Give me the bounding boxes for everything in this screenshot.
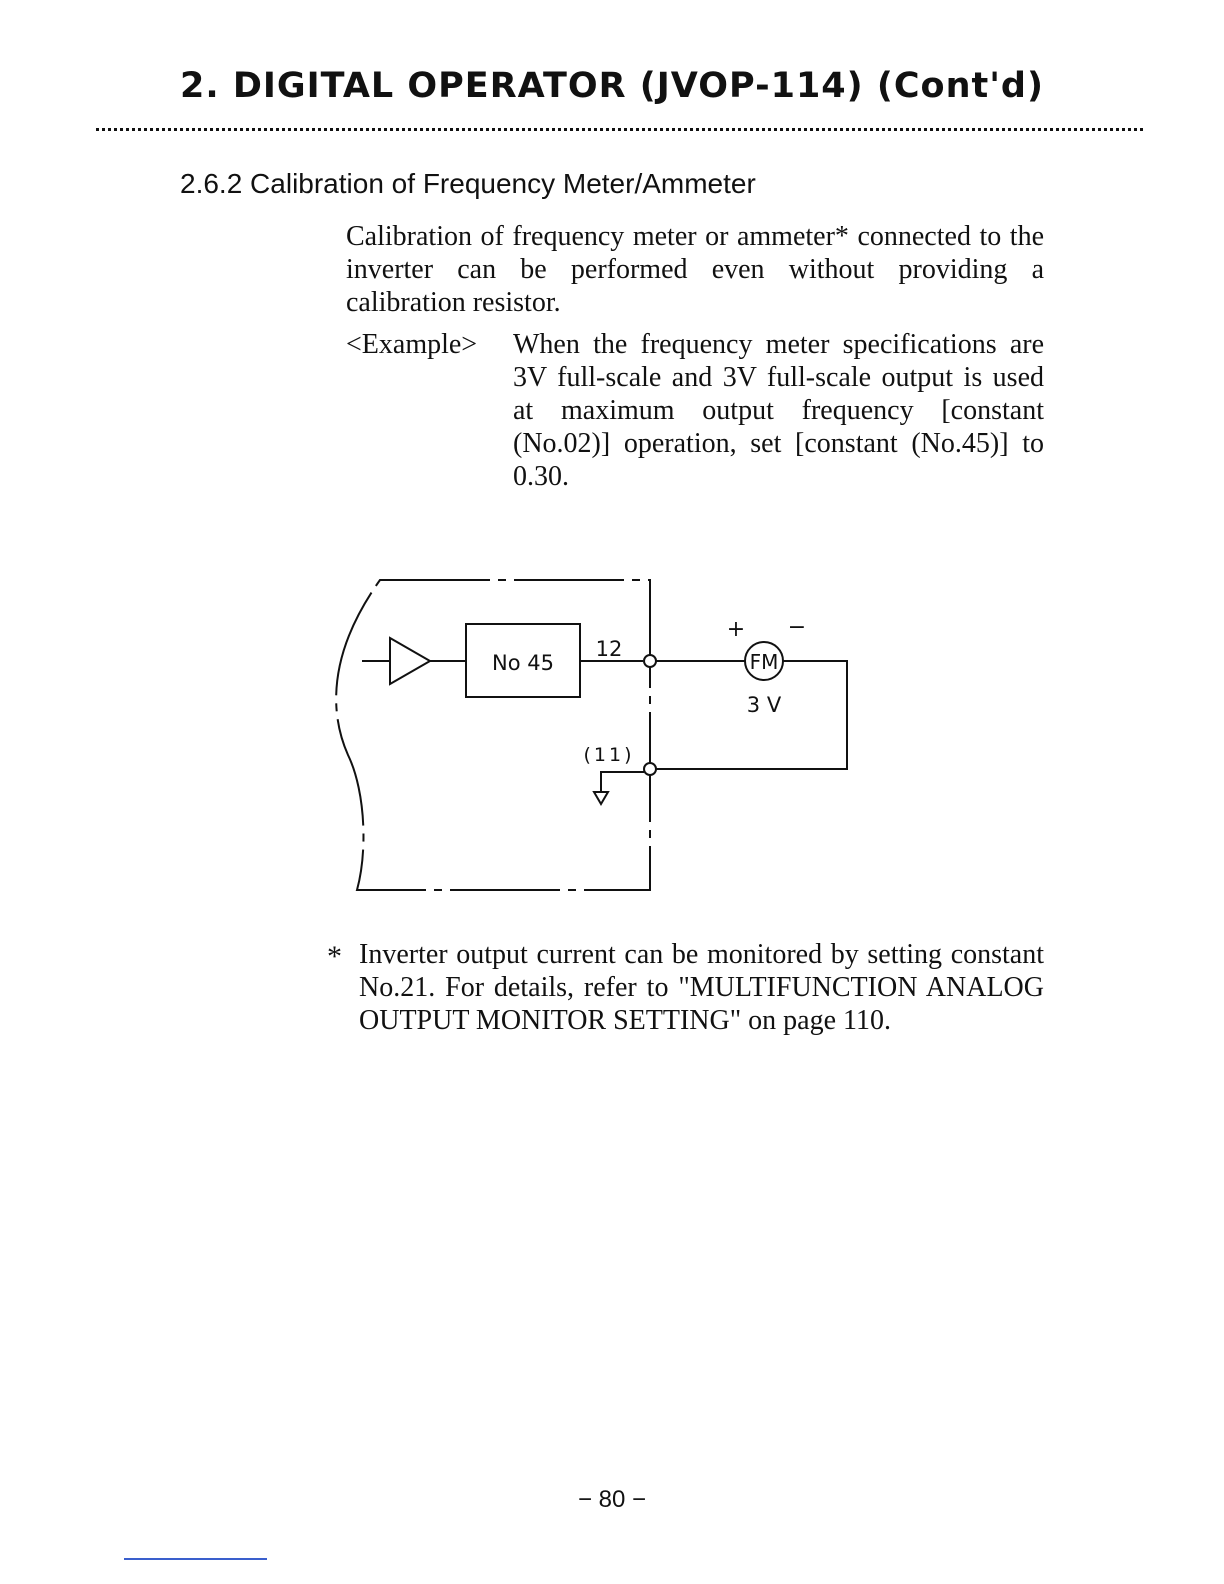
example-paragraph: When the frequency meter specifications are 3V full-scale and 3V full-scale output is used at maximum output frequency [constant (No.02)] operation, set [constant (No.45)] to 0.30. [513,329,1044,492]
constant-45-label: No 45 [492,651,554,675]
terminal-11-icon [644,763,656,775]
footnote-text: Inverter output current can be monitored by setting constant No.21. For details, refer to "MULTIFUNCTION ANALOG OUTPUT MONITOR SETTING" on page 110. [359,939,1044,1036]
frequency-meter-label: FM [749,650,779,674]
terminal-12-label: 12 [595,637,623,661]
intro-paragraph: Calibration of frequency meter or ammeter* connected to the inverter can be performed even without providing a calibration resistor. [346,221,1044,318]
meter-minus-sign: − [787,615,807,640]
example-label: <Example> [346,329,478,360]
terminal-12-icon [644,655,656,667]
section-title: 2.6.2 Calibration of Frequency Meter/Ammeter [180,168,756,199]
header-divider [96,128,1143,131]
page-number: − 80 − [577,1486,647,1513]
terminal-11-label: (11) [583,744,635,766]
amplifier-triangle-icon [390,638,430,684]
meter-plus-sign: + [726,617,746,642]
bottom-accent-line [124,1558,267,1560]
page-header-title: 2. DIGITAL OPERATOR (JVOP-114) (Cont'd) [180,66,1044,106]
ground-lead [601,772,644,792]
calibration-circuit-diagram [320,560,860,900]
meter-voltage-label: 3 V [746,693,782,717]
footnote-asterisk: * [327,940,342,973]
ground-icon [594,792,608,804]
